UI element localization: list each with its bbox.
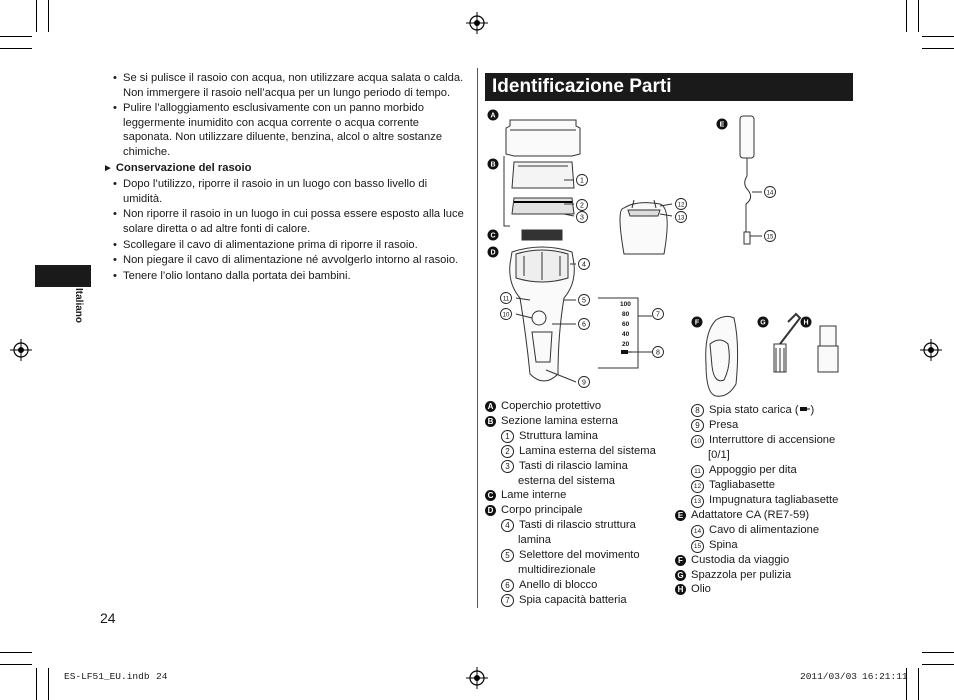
bullet-item: • Pulire l’alloggiamento esclusivamente con un panno morbido leggermente inumidito con acqua corrente o acqua corrente saponata. Non utilizzare diluente, benzina, alcol o altre sostanze chimiche. [113, 101, 468, 159]
crop-mark [918, 0, 919, 32]
crop-mark [922, 36, 954, 37]
legend-text: Olio [691, 583, 711, 596]
legend-row [485, 533, 675, 548]
crop-mark [922, 48, 954, 49]
language-tab [35, 265, 91, 287]
crop-mark [0, 36, 32, 37]
oil-bottle-drawing [820, 326, 836, 346]
legend-text: [0/1] [708, 448, 730, 461]
legend-text: Anello di blocco [519, 578, 598, 591]
legend-row [675, 553, 855, 568]
diagram-number-9: 9 [582, 379, 586, 387]
diagram-letter-c: C [490, 232, 496, 240]
charge-plug-icon [621, 350, 632, 354]
diagram-number-4: 4 [582, 261, 586, 269]
diagram-letter-g: G [760, 319, 766, 327]
legend-number-marker: 4 [501, 519, 514, 532]
crop-mark [922, 652, 954, 653]
diagram-number-15: 15 [766, 234, 774, 241]
legend-text: Lame interne [501, 489, 567, 502]
legend-number-marker: 13 [691, 495, 704, 508]
legend-number-marker: 7 [501, 594, 514, 607]
legend-number-marker: 14 [691, 525, 704, 538]
legend-row [675, 448, 855, 463]
legend-letter-marker: C [485, 490, 496, 501]
legend-row [485, 474, 675, 489]
crop-mark [0, 48, 32, 49]
footer-page: 24 [156, 671, 168, 682]
legend-number-marker: 8 [691, 404, 704, 417]
page-number: 24 [100, 610, 116, 626]
diagram-number-8: 8 [656, 349, 660, 357]
bullet-item: • Non piegare il cavo di alimentazione né avvolgerlo intorno al rasoio. [113, 253, 468, 268]
column-divider [477, 68, 478, 608]
legend-number-marker: 10 [691, 435, 704, 448]
legend-number-marker: 1 [501, 430, 514, 443]
legend-row [485, 548, 675, 563]
legend-row [675, 508, 855, 523]
legend-letter-marker: H [675, 584, 686, 595]
diagram-number-14: 14 [766, 190, 774, 197]
parts-legend-right [675, 403, 855, 597]
legend-row [675, 523, 855, 538]
crop-mark [48, 0, 49, 32]
cleaning-brush-drawing [780, 314, 800, 344]
legend-letter-marker: A [485, 401, 496, 412]
legend-row [675, 433, 855, 448]
legend-letter-marker: G [675, 570, 686, 581]
maintenance-text [103, 71, 468, 284]
travel-pouch-drawing [706, 316, 738, 396]
bullet-item: • Se si pulisce il rasoio con acqua, non utilizzare acqua salata o calda. Non immergere il rasoio nell’acqua per un lungo periodo di tempo. [113, 71, 468, 100]
charge-plug-icon [799, 404, 811, 416]
legend-row [485, 399, 675, 414]
legend-number-marker: 5 [501, 549, 514, 562]
legend-number-marker: 12 [691, 480, 704, 493]
diagram-number-6: 6 [582, 321, 586, 329]
crop-mark [918, 668, 919, 700]
legend-text: esterna del sistema [518, 474, 616, 487]
diagram-letter-f: F [694, 319, 700, 327]
legend-row [485, 459, 675, 474]
legend-text: Lamina esterna del sistema [519, 444, 656, 457]
language-tab-label: Italiano [73, 288, 84, 324]
crop-mark [48, 668, 49, 700]
diagram-letter-b: B [490, 161, 496, 169]
legend-text: Tasti di rilascio struttura [519, 519, 636, 532]
legend-row [675, 403, 855, 418]
crop-mark [922, 664, 954, 665]
legend-text: Interruttore di accensione [709, 433, 836, 446]
diagram-letter-e: E [719, 121, 725, 129]
legend-text-suffix: ) [810, 404, 815, 416]
legend-row [675, 568, 855, 583]
legend-row [675, 418, 855, 433]
bullet-item: • Scollegare il cavo di alimentazione prima di riporre il rasoio. [113, 238, 468, 253]
diagram-number-13: 13 [677, 215, 685, 222]
diagram-letter-h: H [803, 319, 809, 327]
legend-text: Appoggio per dita [709, 463, 797, 476]
battery-level-40: 40 [622, 331, 630, 338]
legend-text: Cavo di alimentazione [709, 523, 820, 536]
diagram-number-3: 3 [580, 214, 584, 222]
protective-cap-drawing [506, 120, 580, 156]
footer-filename: ES-LF51_EU.indb [64, 671, 150, 682]
legend-row [675, 478, 855, 493]
battery-indicator-panel [598, 298, 638, 368]
battery-level-20: 20 [622, 341, 630, 348]
legend-text: Spazzola per pulizia [691, 568, 792, 581]
legend-text: Spia capacità batteria [519, 593, 627, 606]
parts-legend-left [485, 399, 675, 608]
parts-diagram [484, 104, 856, 400]
crop-mark [36, 668, 37, 700]
storage-subheading [103, 161, 458, 177]
legend-row [485, 488, 675, 503]
triangle-icon: ► [103, 162, 113, 174]
legend-text: Tasti di rilascio lamina [519, 459, 628, 472]
legend-text: Adattatore CA (RE7-59) [691, 508, 810, 521]
diagram-number-12: 12 [677, 202, 685, 209]
legend-row [485, 414, 675, 429]
legend-row [485, 503, 675, 518]
legend-number-marker: 11 [691, 465, 704, 478]
legend-number-marker: 3 [501, 460, 514, 473]
legend-number-marker: 6 [501, 579, 514, 592]
diagram-number-1: 1 [580, 177, 584, 185]
bullet-item: • Tenere l’olio lontano dalla portata dei bambini. [113, 269, 468, 284]
bullet-item: • Dopo l’utilizzo, riporre il rasoio in un luogo con basso livello di umidità. [113, 177, 468, 206]
legend-row [485, 578, 675, 593]
legend-text: Spia stato carica ( [709, 404, 799, 416]
legend-text: Sezione lamina esterna [501, 414, 618, 427]
legend-number-marker: 15 [691, 540, 704, 553]
diagram-letter-d: D [490, 249, 496, 257]
legend-text: multidirezionale [518, 563, 596, 576]
crop-mark [906, 0, 907, 32]
legend-text: Selettore del movimento [519, 549, 640, 562]
footer-time: 16:21:11 [862, 671, 908, 682]
crop-mark [36, 0, 37, 32]
legend-text: Spina [709, 538, 738, 551]
registration-mark-icon [10, 339, 32, 361]
legend-row [485, 593, 675, 608]
section-title: Identificazione Parti [485, 73, 853, 101]
legend-row [485, 563, 675, 578]
diagram-number-10: 10 [502, 312, 510, 319]
legend-row [675, 493, 855, 508]
battery-level-80: 80 [622, 311, 630, 318]
legend-row [675, 538, 855, 553]
bullet-item: • Non riporre il rasoio in un luogo in cui possa essere esposto alla luce solare diretta o ad altre fonti di calore. [113, 207, 468, 236]
diagram-number-7: 7 [656, 311, 660, 319]
legend-text: Tagliabasette [709, 478, 775, 491]
legend-text: Corpo principale [501, 504, 583, 517]
legend-row [485, 444, 675, 459]
legend-text: lamina [518, 534, 551, 547]
registration-mark-icon [920, 339, 942, 361]
legend-letter-marker: D [485, 505, 496, 516]
diagram-number-5: 5 [582, 297, 586, 305]
storage-subheading-text: Conservazione del rasoio [115, 161, 252, 174]
diagram-letter-a: A [490, 112, 496, 120]
legend-text: Custodia da viaggio [691, 553, 790, 566]
crop-mark [0, 652, 32, 653]
legend-letter-marker: E [675, 510, 686, 521]
legend-text: Coperchio protettivo [501, 400, 602, 412]
battery-level-100: 100 [620, 301, 631, 308]
battery-level-60: 60 [622, 321, 630, 328]
legend-text: Presa [709, 418, 739, 431]
legend-row [485, 518, 675, 533]
diagram-number-2: 2 [580, 202, 584, 210]
crop-mark [0, 664, 32, 665]
registration-mark-icon [466, 12, 488, 34]
legend-text: Struttura lamina [519, 429, 598, 442]
legend-number-marker: 2 [501, 445, 514, 458]
legend-number-marker: 9 [691, 419, 704, 432]
ac-adapter-drawing [740, 116, 754, 158]
footer-date: 2011/03/03 [800, 671, 858, 682]
legend-row [675, 463, 855, 478]
legend-letter-marker: B [485, 416, 496, 427]
legend-letter-marker: F [675, 555, 686, 566]
legend-row [675, 582, 855, 597]
legend-text: Impugnatura tagliabasette [709, 493, 839, 506]
legend-row [485, 429, 675, 444]
diagram-number-11: 11 [502, 296, 510, 303]
inner-blades-drawing [522, 230, 562, 240]
registration-mark-icon [466, 667, 488, 689]
